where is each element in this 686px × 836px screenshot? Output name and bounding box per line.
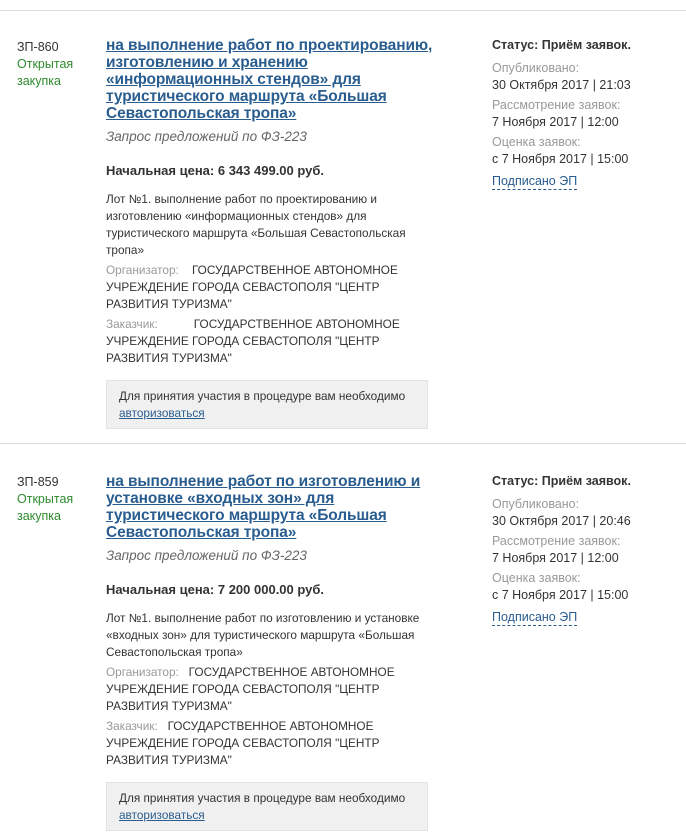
price-value: 7 200 000.00 руб. [217,582,325,597]
tender-card [0,444,686,836]
customer-label: Заказчик: [106,317,158,331]
published-label: Опубликовано: [492,61,580,75]
published-label: Опубликовано: [492,497,580,511]
tender-card [0,11,686,444]
tender-price [106,581,436,598]
tender-number: ЗП-859 [17,475,59,489]
tender-procedure: Запрос предложений по ФЗ-223 [106,548,307,563]
price-label: Начальная цена: [106,582,215,597]
organizer-value: ГОСУДАРСТВЕННОЕ АВТОНОМНОЕ УЧРЕЖДЕНИЕ ГОРОДА СЕВАСТОПОЛЯ "ЦЕНТР РАЗВИТИЯ ТУРИЗМА" [106,263,398,311]
organizer-label: Организатор: [106,665,179,679]
review-value: 7 Ноября 2017 | 12:00 [492,115,619,129]
tender-title-link[interactable]: на выполнение работ по изготовлению и установке «входных зон» для туристического маршрута «Большая Севастопольская тропа» [106,473,421,541]
tender-type: Открытая закупка [17,57,74,88]
signed-ep-link[interactable]: Подписано ЭП [492,174,578,188]
tender-number: ЗП-860 [17,40,59,54]
review-label: Рассмотрение заявок: [492,534,621,548]
tender-details [106,473,436,831]
review-value: 7 Ноября 2017 | 12:00 [492,551,619,565]
published-value: 30 Октября 2017 | 21:03 [492,78,631,92]
review-label: Рассмотрение заявок: [492,98,621,112]
auth-notice [106,782,428,831]
customer-label: Заказчик: [106,719,158,733]
auth-notice-text: Для принятия участия в процедуре вам необходимо [119,389,406,403]
auth-link[interactable]: авторизоваться [119,406,205,420]
price-value: 6 343 499.00 руб. [217,163,325,178]
tender-meta [17,474,97,525]
tender-type: Открытая закупка [17,492,74,523]
tender-price [106,162,436,179]
tender-details [106,37,436,429]
tender-organizer [106,262,436,313]
tender-customer [106,316,436,367]
tender-status: Статус: Приём заявок. [492,474,631,488]
customer-value: ГОСУДАРСТВЕННОЕ АВТОНОМНОЕ УЧРЕЖДЕНИЕ ГОРОДА СЕВАСТОПОЛЯ "ЦЕНТР РАЗВИТИЯ ТУРИЗМА" [106,317,400,365]
organizer-value: ГОСУДАРСТВЕННОЕ АВТОНОМНОЕ УЧРЕЖДЕНИЕ ГОРОДА СЕВАСТОПОЛЯ "ЦЕНТР РАЗВИТИЯ ТУРИЗМА" [106,665,395,713]
evaluation-label: Оценка заявок: [492,571,581,585]
tender-status-block [492,473,677,626]
organizer-label: Организатор: [106,263,179,277]
signed-ep-link[interactable]: Подписано ЭП [492,610,578,624]
list-top-divider [0,0,686,11]
evaluation-label: Оценка заявок: [492,135,581,149]
auth-notice-text: Для принятия участия в процедуре вам необходимо [119,791,406,805]
auth-notice [106,380,428,429]
tender-organizer [106,664,436,715]
tender-lot: Лот №1. выполнение работ по изготовлению и установке «входных зон» для туристического маршрута «Большая Севастопольская тропа» [106,611,420,659]
tender-title-link[interactable]: на выполнение работ по проектированию, изготовлению и хранению «информационных стендов» для туристического маршрута «Большая Севастопольская тропа» [106,37,433,122]
customer-value: ГОСУДАРСТВЕННОЕ АВТОНОМНОЕ УЧРЕЖДЕНИЕ ГОРОДА СЕВАСТОПОЛЯ "ЦЕНТР РАЗВИТИЯ ТУРИЗМА" [106,719,380,767]
evaluation-value: с 7 Ноября 2017 | 15:00 [492,152,629,166]
price-label: Начальная цена: [106,163,215,178]
evaluation-value: с 7 Ноября 2017 | 15:00 [492,588,629,602]
published-value: 30 Октября 2017 | 20:46 [492,514,631,528]
tender-meta [17,39,97,90]
tender-procedure: Запрос предложений по ФЗ-223 [106,129,307,144]
auth-link[interactable]: авторизоваться [119,808,205,822]
tender-customer [106,718,436,769]
tender-status-block [492,37,677,190]
tender-status: Статус: Приём заявок. [492,38,631,52]
tender-lot: Лот №1. выполнение работ по проектированию и изготовлению «информационных стендов» для туристического маршрута «Большая Севастопольская тропа» [106,192,406,257]
